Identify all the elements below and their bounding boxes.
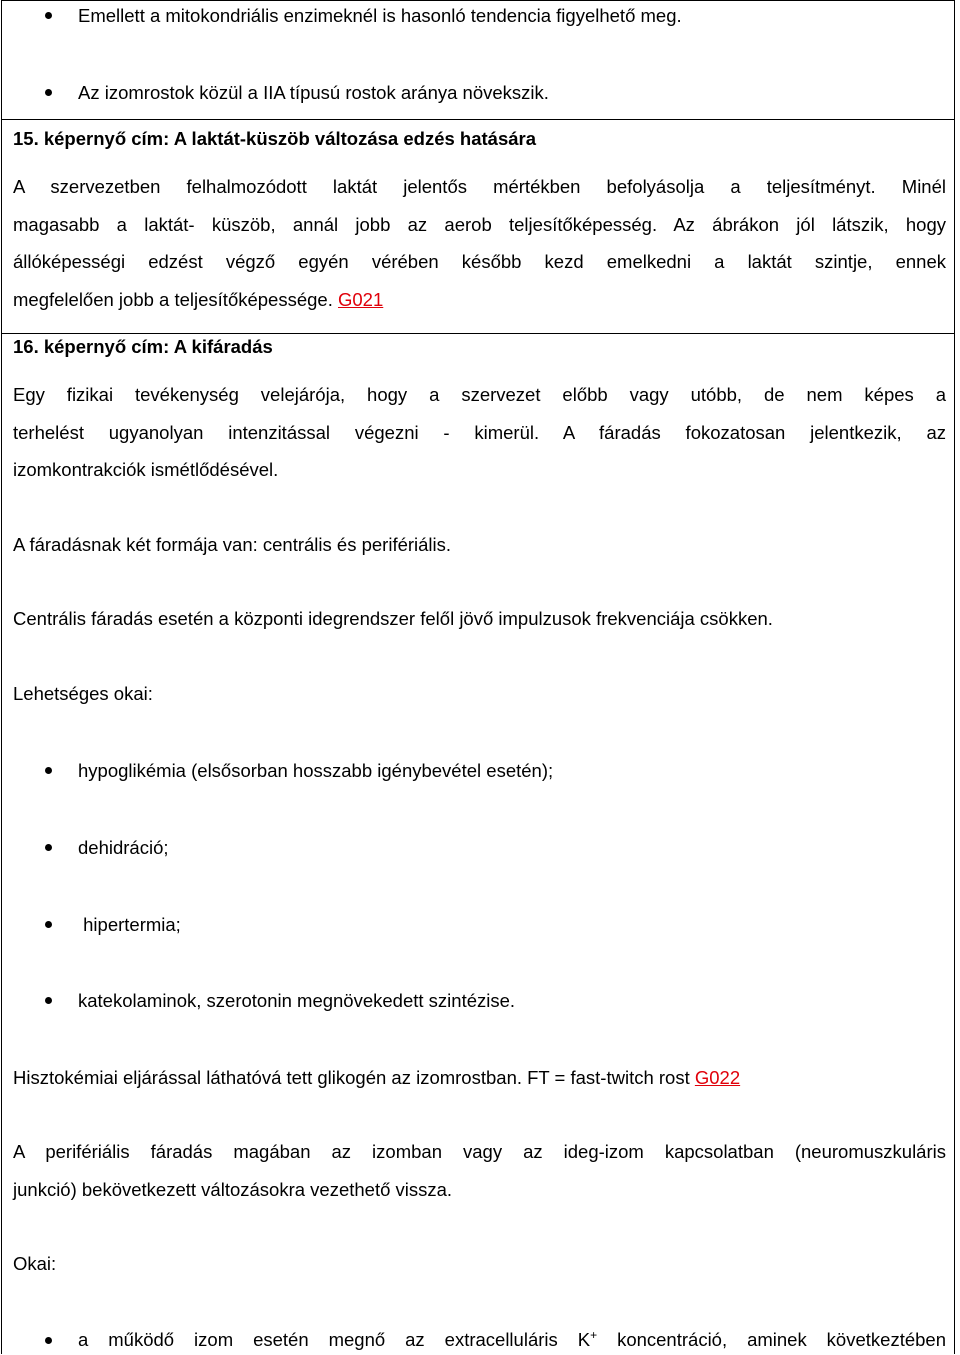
top-bullet-2: Az izomrostok közül a IIA típusú rostok aránya növekszik. (78, 82, 549, 103)
section-16-intro-line-3: izomkontrakciók ismétlődésével. (13, 459, 279, 480)
causes-label: Lehetséges okai: (13, 683, 153, 704)
bullet-dot (45, 1337, 52, 1344)
histochemistry-text: Hisztokémiai eljárással láthatóvá tett glikogén az izomrostban. FT = fast-twitch rost (13, 1067, 690, 1088)
bullet-dot (45, 997, 52, 1004)
reason-item-1-text-a: a működő izom esetén megnő az extracelluláris K (78, 1329, 591, 1350)
section-15-line-2: magasabb a laktát- küszöb, annál jobb az aerob teljesítőképesség. Az ábrákon jól látszik, hogy (13, 214, 946, 235)
peripheral-line-2: junkció) bekövetkezett változásokra vezethető vissza. (13, 1179, 453, 1200)
section-16-intro-line-2: terhelést ugyanolyan intenzitással végezni - kimerül. A fáradás fokozatosan jelentkezik, az (13, 422, 946, 443)
section-16-intro-line-1: Egy fizikai tevékenység velejárója, hogy a szervezet előbb vagy utóbb, de nem képes a (13, 384, 946, 405)
row-divider (1, 119, 955, 120)
section-15-heading: 15. képernyő cím: A laktát-küszöb változása edzés hatására (13, 128, 537, 149)
reasons-label: Okai: (13, 1253, 57, 1274)
bullet-dot (45, 89, 52, 96)
histochemistry-line (13, 1066, 946, 1090)
reason-item-1 (78, 1328, 946, 1352)
reason-item-1-superscript: + (590, 1328, 598, 1342)
cause-item-1: hypoglikémia (elsősorban hosszabb igénybevétel esetén); (78, 760, 554, 781)
bullet-dot (45, 767, 52, 774)
row-divider (1, 333, 955, 334)
section-16-heading: 16. képernyő cím: A kifáradás (13, 336, 273, 357)
cause-item-4: katekolaminok, szerotonin megnövekedett szintézise. (78, 990, 516, 1011)
ref-link-g021[interactable]: G021 (338, 289, 384, 310)
bullet-dot (45, 12, 52, 19)
central-fatigue-text: Centrális fáradás esetén a központi idegrendszer felől jövő impulzusok frekvenciája csökken. (13, 608, 773, 629)
section-15-last-text: megfelelően jobb a teljesítőképessége. (13, 289, 333, 310)
reason-item-1-text-b: koncentráció, aminek következtében (597, 1329, 946, 1350)
bullet-dot (45, 844, 52, 851)
section-15-line-4 (13, 288, 946, 312)
cause-item-3: hipertermia; (78, 914, 181, 935)
ref-link-g022[interactable]: G022 (694, 1067, 741, 1088)
bullet-dot (45, 921, 52, 928)
cause-item-2: dehidráció; (78, 837, 169, 858)
fatigue-forms-text: A fáradásnak két formája van: centrális és perifériális. (13, 534, 452, 555)
peripheral-line-1: A perifériális fáradás magában az izomban vagy az ideg-izom kapcsolatban (neuromuszkuláris (13, 1141, 946, 1162)
top-bullet-1: Emellett a mitokondriális enzimeknél is hasonló tendencia figyelhető meg. (78, 5, 682, 26)
section-15-line-3: állóképességi edzést végző egyén vérében később kezd emelkedni a laktát szintje, ennek (13, 251, 946, 272)
section-15-line-1: A szervezetben felhalmozódott laktát jelentős mértékben befolyásolja a teljesítményt. Minél (13, 176, 946, 197)
